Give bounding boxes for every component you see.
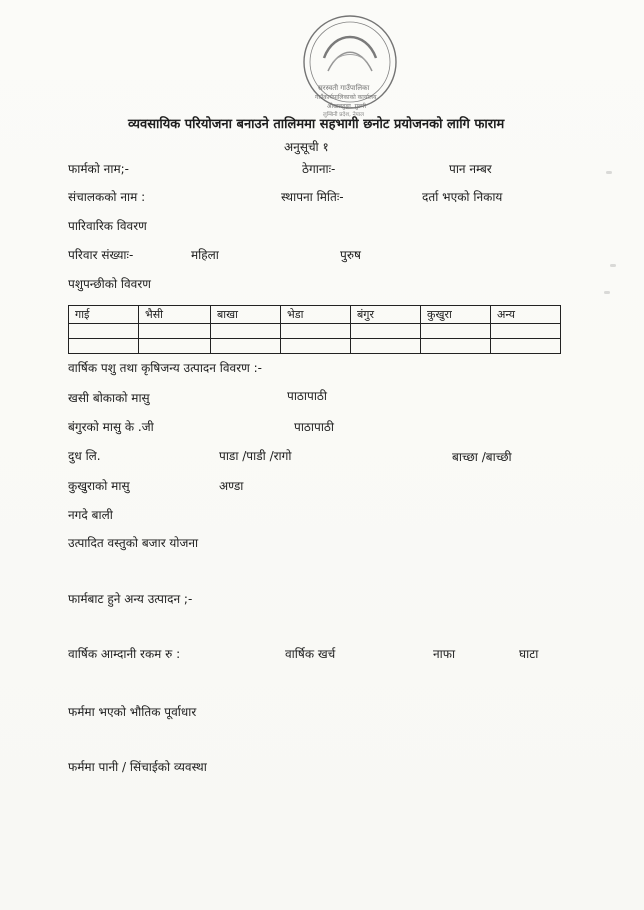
sheep-column-header: भेडा <box>281 306 351 324</box>
kid-goat-label: पाठापाठी <box>287 389 328 403</box>
livestock-header-row <box>69 306 561 324</box>
chicken-column-header: कुखुरा <box>421 306 491 324</box>
other-products-label: फार्मबाट हुने अन्य उत्पादन ;- <box>68 592 193 606</box>
profit-label: नाफा <box>433 647 456 661</box>
paper-mark <box>604 291 610 294</box>
paper-mark <box>606 171 612 174</box>
schedule-label: अनुसूची १ <box>284 140 329 154</box>
operator-name-label: संचालकको नाम : <box>68 190 146 204</box>
table-cell[interactable] <box>421 324 491 339</box>
pan-number-label: पान नम्बर <box>449 162 492 176</box>
livestock-table <box>68 305 561 354</box>
table-cell[interactable] <box>351 339 421 354</box>
table-cell[interactable] <box>69 339 139 354</box>
buffalo-calves-label: पाडा /पाडी /रागो <box>219 449 292 463</box>
paper-mark <box>610 264 616 267</box>
family-count-label: परिवार संख्याः- <box>68 248 134 262</box>
pig-column-header: बंगुर <box>351 306 421 324</box>
table-cell[interactable] <box>491 339 561 354</box>
annual-expense-label: वार्षिक खर्च <box>285 647 336 661</box>
farm-name-label: फार्मको नाम;- <box>68 162 129 176</box>
table-cell[interactable] <box>211 339 281 354</box>
loss-label: घाटा <box>519 647 539 661</box>
municipality-seal <box>300 10 400 120</box>
goat-meat-label: खसी बोकाको मासु <box>68 391 150 405</box>
piglet-label: पाठापाठी <box>294 420 335 434</box>
table-row <box>69 339 561 354</box>
registered-body-label: दर्ता भएको निकाय <box>422 190 503 204</box>
svg-text:ओखलढुङ्गा, गुल्मी: ओखलढुङ्गा, गुल्मी <box>327 103 366 110</box>
svg-text:लुम्बिनी प्रदेश, नेपाल: लुम्बिनी प्रदेश, नेपाल <box>323 112 364 118</box>
svg-text:गाउँकार्यपालिकाको कार्यालय: गाउँकार्यपालिकाको कार्यालय <box>315 94 377 101</box>
table-cell[interactable] <box>351 324 421 339</box>
table-cell[interactable] <box>281 339 351 354</box>
eggs-label: अण्डा <box>219 479 244 493</box>
market-plan-label: उत्पादित वस्तुको बजार योजना <box>68 536 199 550</box>
table-cell[interactable] <box>69 324 139 339</box>
infrastructure-label: फर्ममा भएको भौतिक पूर्वाधार <box>68 705 197 719</box>
cow-column-header: गाई <box>69 306 139 324</box>
pork-label: बंगुरको मासु के .जी <box>68 420 154 434</box>
family-details-label: पारिवारिक विवरण <box>68 219 147 233</box>
annual-production-label: वार्षिक पशु तथा कृषिजन्य उत्पादन विवरण :- <box>68 361 263 375</box>
goat-column-header: बाखा <box>211 306 281 324</box>
table-cell[interactable] <box>139 324 211 339</box>
table-cell[interactable] <box>211 324 281 339</box>
table-cell[interactable] <box>281 324 351 339</box>
annual-income-label: वार्षिक आम्दानी रकम रु : <box>68 647 181 661</box>
female-label: महिला <box>191 248 219 262</box>
livestock-details-label: पशुपन्छीको विवरण <box>68 277 151 291</box>
cash-crops-label: नगदे बाली <box>68 508 113 522</box>
cow-calves-label: बाच्छा /बाच्छी <box>452 450 512 464</box>
milk-label: दुध लि. <box>68 449 101 463</box>
table-cell[interactable] <box>139 339 211 354</box>
buffalo-column-header: भैसी <box>139 306 211 324</box>
chicken-meat-label: कुखुराको मासु <box>68 479 130 493</box>
svg-text:सरस्वती गाउँपालिका: सरस्वती गाउँपालिका <box>318 84 370 92</box>
male-label: पुरुष <box>340 248 361 262</box>
established-date-label: स्थापना मितिः- <box>281 190 344 204</box>
address-label: ठेगानाः- <box>302 162 336 176</box>
form-title: व्यवसायिक परियोजना बनाउने तालिममा सहभागी छनोट प्रयोजनको लागि फाराम <box>128 117 505 132</box>
table-row <box>69 324 561 339</box>
water-irrigation-label: फर्ममा पानी / सिंचाईको व्यवस्था <box>68 760 207 774</box>
table-cell[interactable] <box>421 339 491 354</box>
table-cell[interactable] <box>491 324 561 339</box>
other-column-header: अन्य <box>491 306 561 324</box>
